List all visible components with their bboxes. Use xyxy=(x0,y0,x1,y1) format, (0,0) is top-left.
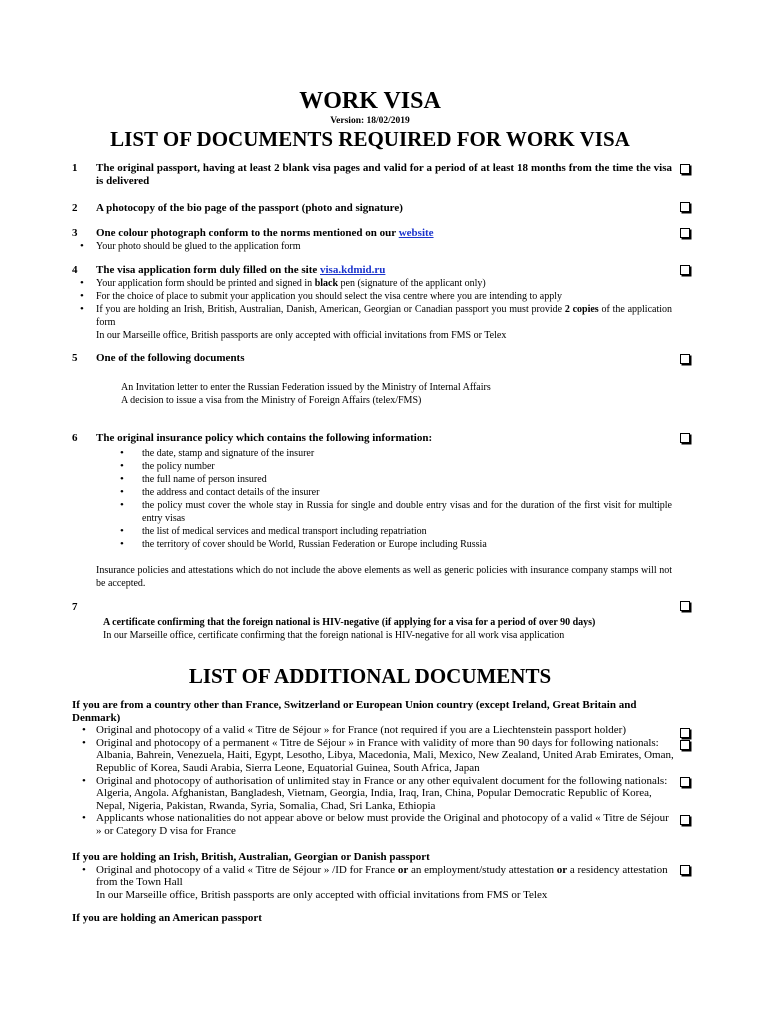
checkbox-item-1[interactable] xyxy=(680,164,690,174)
section-title: If you are from a country other than France, Switzerland or European Union country (except Ireland, Great Britain and Denmark) xyxy=(72,699,637,724)
visa-site-link[interactable]: visa.kdmid.ru xyxy=(320,264,386,276)
item-7-block xyxy=(103,616,663,642)
list-item: • Original and photocopy of a permanent « Titre de Séjour » in France with validity of more than 90 days for following nationals: Albania, Bahrein, Venezuela, Haiti, Egypt, Lesotho, Libya, Macedonia, Mali, Mexico, New Zealand, United Arab Emirates, Oman, Republic of Korea, Saudi Arabia, Sierra Leone, Equatorial Guinea, South Africa, Japan xyxy=(96,737,676,775)
section-note: In our Marseille office, British passports are only accepted with official invitations from FMS or Telex xyxy=(96,888,548,901)
list-item: • the territory of cover should be World, Russian Federation or Europe including Russia xyxy=(142,538,672,551)
item-number: 4 xyxy=(72,264,78,276)
list-item: • the list of medical services and medical transport including repatriation xyxy=(142,525,672,538)
checkbox-additional-5[interactable] xyxy=(680,865,690,875)
item-4-text: The visa application form duly filled on the site xyxy=(96,264,320,276)
list-item: • the policy must cover the whole stay in Russia for single and double entry visas and for the duration of the first visit for multiple entry visas xyxy=(142,499,672,525)
additional-section-2 xyxy=(72,851,676,901)
option-line: An Invitation letter to enter the Russian Federation issued by the Ministry of Internal Affairs xyxy=(121,382,491,393)
item-3-text: One colour photograph conform to the norms mentioned on our xyxy=(96,227,399,239)
website-link[interactable]: website xyxy=(398,227,434,239)
checkbox-item-5[interactable] xyxy=(680,354,690,364)
item-1-text: The original passport, having at least 2 blank visa pages and valid for a period of at least 18 months from the time the visa is delivered xyxy=(96,162,672,187)
list-item: • the address and contact details of the insurer xyxy=(142,486,672,499)
list-item: • the policy number xyxy=(142,460,672,473)
item-4-note: In our Marseille office, British passports are only accepted with official invitations from FMS or Telex xyxy=(96,330,507,341)
list-item: • Original and photocopy of a valid « Titre de Séjour » for France (not required if you are a Liechtenstein passport holder) xyxy=(96,724,676,737)
checkbox-additional-1[interactable] xyxy=(680,728,690,738)
item-number: 6 xyxy=(72,432,78,444)
item-4-block xyxy=(96,264,672,342)
checkbox-item-2[interactable] xyxy=(680,202,690,212)
checkbox-additional-4[interactable] xyxy=(680,815,690,825)
item-5-options xyxy=(121,381,681,407)
additional-section-3 xyxy=(72,912,676,925)
item-6-bullets xyxy=(96,447,672,551)
checkbox-additional-3[interactable] xyxy=(680,777,690,787)
section-title: If you are holding an Irish, British, Australian, Georgian or Danish passport xyxy=(72,851,430,863)
item-6-text: The original insurance policy which contains the following information: xyxy=(96,432,433,444)
item-7-text: A certificate confirming that the foreign national is HIV-negative (if applying for a visa for a period of over 90 days) xyxy=(103,617,596,628)
heading-additional-documents: LIST OF ADDITIONAL DOCUMENTS xyxy=(188,664,552,688)
section-title: If you are holding an American passport xyxy=(72,912,262,924)
additional-section-1 xyxy=(72,699,676,838)
item-number: 1 xyxy=(72,162,78,174)
list-item: • If you are holding an Irish, British, Australian, Danish, American, Georgian or Canadian passport you must provide 2 copies of the application form xyxy=(96,303,672,329)
list-item: • For the choice of place to submit your application you should select the visa centre where you are intending to apply xyxy=(96,290,672,303)
checkbox-item-6[interactable] xyxy=(680,433,690,443)
list-item: • Applicants whose nationalities do not appear above or below must provide the Original and photocopy of a valid « Titre de Séjour » or Category D visa for France xyxy=(96,812,676,837)
version-label: Version: 18/02/2019 xyxy=(330,116,410,126)
list-item: • the full name of person insured xyxy=(142,473,672,486)
checkbox-item-7[interactable] xyxy=(680,601,690,611)
item-number: 5 xyxy=(72,352,78,364)
item-2-text: A photocopy of the bio page of the passport (photo and signature) xyxy=(96,202,403,214)
list-item: • Original and photocopy of authorisation of unlimited stay in France or any other equivalent document for the following nationals: Algeria, Angola. Afghanistan, Bangladesh, Vietnam, Georgia, India, Iraq, Iran, China, Popular Democratic Republic of Korea, Nepal, Nigeria, Pakistan, Rwanda, Syria, Somalia, Chad, Sri Lanka, Ethiopia xyxy=(96,775,676,813)
list-item: • Your photo should be glued to the application form xyxy=(96,240,672,253)
option-line: A decision to issue a visa from the Ministry of Foreign Affairs (telex/FMS) xyxy=(121,395,422,406)
checkbox-item-3[interactable] xyxy=(680,228,690,238)
page-title: WORK VISA xyxy=(299,88,441,114)
item-6-note: Insurance policies and attestations which do not include the above elements as well as generic policies with insurance company stamps will not be accepted. xyxy=(96,565,672,589)
item-number: 7 xyxy=(72,601,78,613)
item-5-text: One of the following documents xyxy=(96,352,245,364)
item-number: 2 xyxy=(72,202,78,214)
checkbox-item-4[interactable] xyxy=(680,265,690,275)
item-7-note: In our Marseille office, certificate confirming that the foreign national is HIV-negative for all work visa application xyxy=(103,630,565,641)
checkbox-additional-2[interactable] xyxy=(680,740,690,750)
item-number: 3 xyxy=(72,227,78,239)
list-item: • Your application form should be printed and signed in black pen (signature of the applicant only) xyxy=(96,277,672,290)
heading-required-documents: LIST OF DOCUMENTS REQUIRED FOR WORK VISA xyxy=(110,127,630,151)
item-3-block xyxy=(96,227,672,253)
list-item: • the date, stamp and signature of the insurer xyxy=(142,447,672,460)
list-item: • Original and photocopy of a valid « Titre de Séjour » /ID for France or an employment/study attestation or a residency attestation from the Town Hall xyxy=(96,864,676,889)
